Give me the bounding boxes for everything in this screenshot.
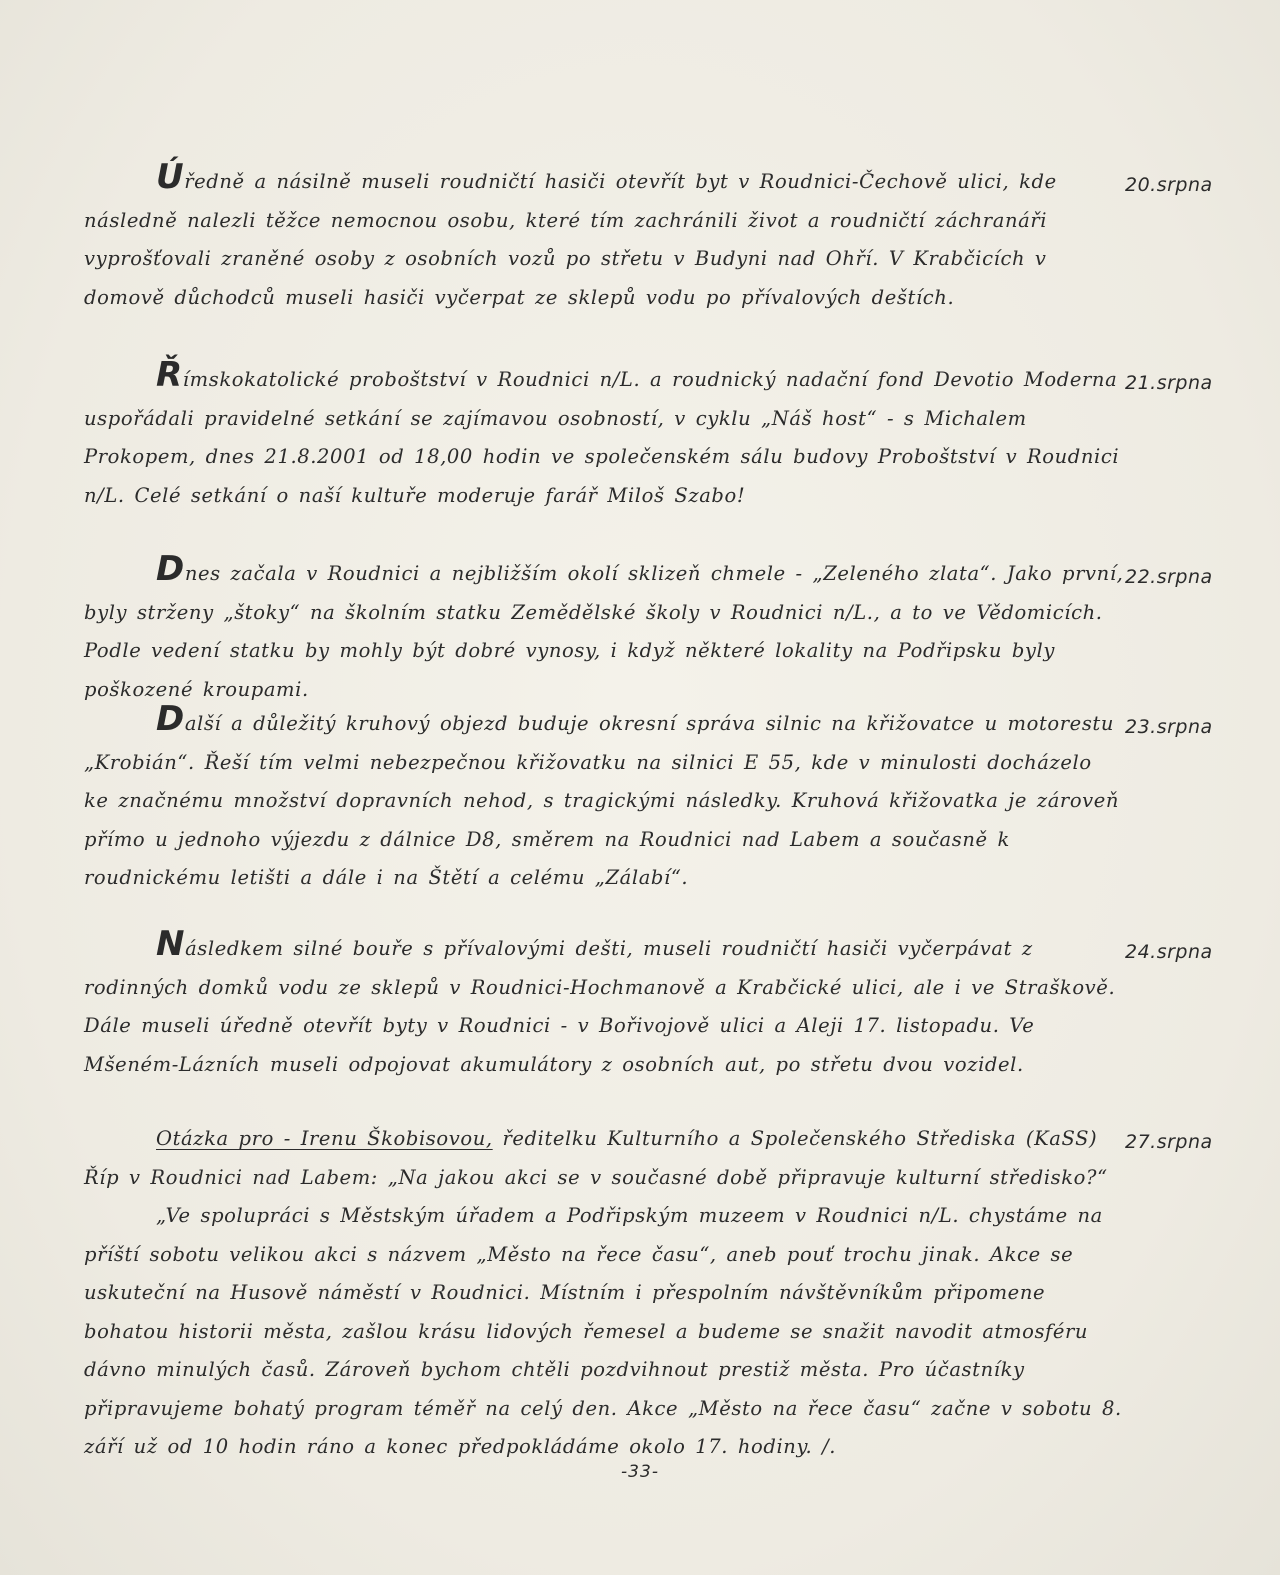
drop-cap: D	[156, 549, 185, 589]
entry-date: 20.srpna	[1125, 174, 1213, 196]
page-number: -33-	[621, 1462, 659, 1482]
interview-answer: „Ve spolupráci s Městským úřadem a Podřipským muzeem v Roudnici n/L. chystáme na příští sobotu velikou akci s názvem „Město na řece času“, aneb pouť trochu jinak. Akce se uskuteční na Husově náměstí v Roudnici. Místním i přespolním návštěvníkům připomene bohatou historii města, zašlou krásu lidových řemesel a budeme se snažit navodit atmosféru dávno minulých časů. Zároveň bychom chtěli pozdvihnout prestiž města. Pro účastníky připravujeme bohatý program téměř na celý den. Akce „Město na řece času“ začne v sobotu 8. září už od 10 hodin ráno a konec předpokládáme okolo 17. hodiny. /.	[84, 1204, 1122, 1458]
drop-cap: Ú	[156, 157, 185, 197]
drop-cap: N	[156, 924, 186, 964]
entry-date: 24.srpna	[1125, 941, 1213, 963]
drop-cap: D	[156, 699, 185, 739]
interview-entry	[84, 1120, 1124, 1467]
chronicle-entry	[84, 699, 1124, 898]
chronicle-entry	[84, 549, 1124, 709]
chronicle-entry	[84, 924, 1124, 1084]
drop-cap: Ř	[156, 355, 183, 395]
entry-text: Další a důležitý kruhový objezd buduje okresní správa silnic na křižovatce u motorestu „Krobián“. Řeší tím velmi nebezpečnou křižovatku na silnici E 55, kde v minulosti docházelo ke značnému množství dopravních nehod, s tragickými následky. Kruhová křižovatka je zároveň přímo u jednoho výjezdu z dálnice D8, směrem na Roudnici nad Labem a současně k roudnickému letišti a dále i na Štětí a celému „Zálabí“.	[84, 699, 1120, 889]
entry-date: 22.srpna	[1125, 566, 1213, 588]
entry-date: 23.srpna	[1125, 716, 1213, 738]
chronicle-entry	[84, 157, 1124, 317]
chronicle-entry	[84, 355, 1124, 515]
question-lead: Otázka pro - Irenu Škobisovou,	[156, 1127, 493, 1150]
interview-question: Otázka pro - Irenu Škobisovou, ředitelku Kulturního a Společenského Střediska (KaSS) Říp v Roudnici nad Labem: „Na jakou akci se v současné době připravuje kulturní středisko?“	[84, 1127, 1108, 1189]
entry-date: 27.srpna	[1125, 1131, 1213, 1153]
entry-date: 21.srpna	[1125, 372, 1213, 394]
entry-text: Úředně a násilně museli roudničtí hasiči otevřít byt v Roudnici-Čechově ulici, kde následně nalezli těžce nemocnou osobu, které tím zachránili život a roudničtí záchranáři vyprošťovali zraněné osoby z osobních vozů po střetu v Budyni nad Ohří. V Krabčicích v domově důchodců museli hasiči vyčerpat ze sklepů vodu po přívalových deštích.	[84, 157, 1057, 309]
entry-text: Římskokatolické proboštství v Roudnici n/L. a roudnický nadační fond Devotio Moderna uspořádali pravidelné setkání se zajímavou osobností, v cyklu „Náš host“ - s Michalem Prokopem, dnes 21.8.2001 od 18,00 hodin ve společenském sálu budovy Proboštství v Roudnici n/L. Celé setkání o naší kultuře moderuje farář Miloš Szabo!	[84, 355, 1120, 507]
entry-text: Dnes začala v Roudnici a nejbližším okolí sklizeň chmele - „Zeleného zlata“. Jako první, byly strženy „štoky“ na školním statku Zemědělské školy v Roudnici n/L., a to ve Vědomicích. Podle vedení statku by mohly být dobré vynosy, i když některé lokality na Podřipsku byly poškozené kroupami.	[84, 549, 1124, 701]
entry-text: Následkem silné bouře s přívalovými dešti, museli roudničtí hasiči vyčerpávat z rodinných domků vodu ze sklepů v Roudnici-Hochmanově a Krabčické ulici, ale i ve Straškově. Dále museli úředně otevřít byty v Roudnici - v Bořivojově ulici a Aleji 17. listopadu. Ve Mšeném-Lázních museli odpojovat akumulátory z osobních aut, po střetu dvou vozidel.	[84, 924, 1116, 1076]
